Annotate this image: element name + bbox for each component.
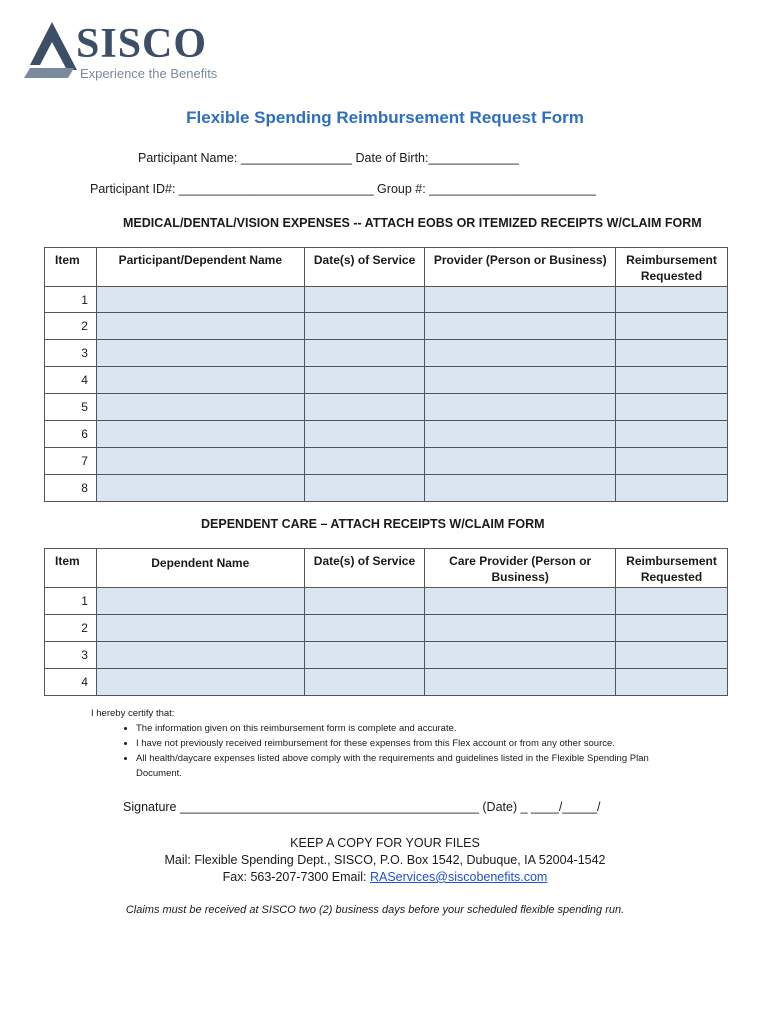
- amount-cell[interactable]: [616, 287, 728, 313]
- name-cell[interactable]: [96, 448, 304, 475]
- amount-cell[interactable]: [616, 588, 728, 615]
- col-header-reimbursement: Reimbursement Requested: [616, 549, 728, 588]
- dependent-section-heading: DEPENDENT CARE – ATTACH RECEIPTS W/CLAIM FORM: [201, 517, 545, 531]
- name-cell[interactable]: [96, 475, 304, 502]
- date-cell[interactable]: [304, 448, 425, 475]
- certification-item: • The information given on this reimbursement form is complete and accurate.: [136, 721, 691, 736]
- date-cell[interactable]: [304, 340, 425, 367]
- row-number: 8: [45, 475, 97, 502]
- row-number: 1: [45, 287, 97, 313]
- dependent-care-table: [44, 548, 728, 696]
- row-number: 4: [45, 669, 97, 696]
- row-number: 5: [45, 394, 97, 421]
- amount-cell[interactable]: [616, 394, 728, 421]
- name-cell[interactable]: [96, 642, 304, 669]
- row-number: 6: [45, 421, 97, 448]
- name-cell[interactable]: [96, 394, 304, 421]
- table-row: [45, 642, 728, 669]
- mail-address: Mail: Flexible Spending Dept., SISCO, P.O. Box 1542, Dubuque, IA 52004-1542: [164, 853, 606, 867]
- date-cell[interactable]: [304, 421, 425, 448]
- table-row: [45, 615, 728, 642]
- provider-cell[interactable]: [425, 615, 616, 642]
- name-cell[interactable]: [96, 588, 304, 615]
- signature-date-line[interactable]: Signature ___________________________________________ (Date) _ ____/_____/: [123, 800, 601, 814]
- form-title: Flexible Spending Reimbursement Request Form: [186, 108, 584, 127]
- name-cell[interactable]: [96, 313, 304, 340]
- certification-item: • All health/daycare expenses listed above comply with the requirements and guidelines listed in the Flexible Spending Plan Document.: [136, 751, 691, 781]
- row-number: 3: [45, 340, 97, 367]
- row-number: 3: [45, 642, 97, 669]
- submission-deadline-note: Claims must be received at SISCO two (2) business days before your scheduled flexible spending run.: [125, 904, 625, 916]
- name-cell[interactable]: [96, 421, 304, 448]
- table-row: [45, 340, 728, 367]
- table-header-row: [45, 549, 728, 588]
- amount-cell[interactable]: [616, 367, 728, 394]
- row-number: 2: [45, 313, 97, 340]
- amount-cell[interactable]: [616, 313, 728, 340]
- provider-cell[interactable]: [425, 394, 616, 421]
- certification-intro: I hereby certify that:: [91, 708, 175, 719]
- email-link[interactable]: RAServices@siscobenefits.com: [369, 870, 548, 884]
- participant-name-dob-line[interactable]: Participant Name: ________________ Date of Birth:_____________: [138, 151, 519, 165]
- certification-block: [91, 708, 691, 781]
- certification-item: • I have not previously received reimbursement for these expenses from this Flex account or from any other source.: [136, 736, 691, 751]
- col-header-dates: Date(s) of Service: [304, 549, 425, 588]
- provider-cell[interactable]: [425, 313, 616, 340]
- table-row: [45, 287, 728, 313]
- date-cell[interactable]: [304, 642, 425, 669]
- medical-expenses-table: [44, 247, 728, 502]
- medical-section-heading: MEDICAL/DENTAL/VISION EXPENSES -- ATTACH EOBS OR ITEMIZED RECEIPTS W/CLAIM FORM: [123, 216, 702, 230]
- row-number: 7: [45, 448, 97, 475]
- provider-cell[interactable]: [425, 287, 616, 313]
- provider-cell[interactable]: [425, 475, 616, 502]
- table-row: [45, 367, 728, 394]
- provider-cell[interactable]: [425, 367, 616, 394]
- table-header-row: [45, 248, 728, 287]
- name-cell[interactable]: [96, 367, 304, 394]
- table-row: [45, 313, 728, 340]
- col-header-provider: Provider (Person or Business): [425, 248, 616, 287]
- name-cell[interactable]: [96, 615, 304, 642]
- amount-cell[interactable]: [616, 475, 728, 502]
- logo-wordmark: SISCO: [76, 21, 208, 67]
- name-cell[interactable]: [96, 669, 304, 696]
- amount-cell[interactable]: [616, 421, 728, 448]
- amount-cell[interactable]: [616, 448, 728, 475]
- table-row: [45, 588, 728, 615]
- col-header-care-provider: Care Provider (Person or Business): [425, 549, 616, 588]
- fax-label: Fax: 563-207-7300 Email:: [222, 870, 370, 884]
- table-row: [45, 448, 728, 475]
- table-row: [45, 394, 728, 421]
- amount-cell[interactable]: [616, 642, 728, 669]
- name-cell[interactable]: [96, 340, 304, 367]
- row-number: 2: [45, 615, 97, 642]
- sisco-logo-mark: [22, 20, 82, 85]
- col-header-dates: Date(s) of Service: [304, 248, 425, 287]
- date-cell[interactable]: [304, 588, 425, 615]
- col-header-dependent-name: Dependent Name: [96, 549, 304, 588]
- fax-email-line: [0, 870, 770, 884]
- table-row: [45, 669, 728, 696]
- participant-id-group-line[interactable]: Participant ID#: ____________________________ Group #: ________________________: [90, 182, 597, 196]
- provider-cell[interactable]: [425, 448, 616, 475]
- amount-cell[interactable]: [616, 669, 728, 696]
- provider-cell[interactable]: [425, 642, 616, 669]
- col-header-item: Item: [45, 248, 97, 287]
- table-row: [45, 421, 728, 448]
- row-number: 4: [45, 367, 97, 394]
- date-cell[interactable]: [304, 287, 425, 313]
- date-cell[interactable]: [304, 615, 425, 642]
- amount-cell[interactable]: [616, 615, 728, 642]
- logo-tagline: Experience the Benefits: [80, 66, 218, 81]
- keep-copy-note: KEEP A COPY FOR YOUR FILES: [290, 836, 480, 850]
- table-row: [45, 475, 728, 502]
- col-header-name: Participant/Dependent Name: [96, 248, 304, 287]
- col-header-item: Item: [45, 549, 97, 588]
- date-cell[interactable]: [304, 394, 425, 421]
- row-number: 1: [45, 588, 97, 615]
- amount-cell[interactable]: [616, 340, 728, 367]
- provider-cell[interactable]: [425, 340, 616, 367]
- date-cell[interactable]: [304, 475, 425, 502]
- col-header-reimbursement: Reimbursement Requested: [616, 248, 728, 287]
- provider-cell[interactable]: [425, 421, 616, 448]
- date-cell[interactable]: [304, 313, 425, 340]
- date-cell[interactable]: [304, 669, 425, 696]
- provider-cell[interactable]: [425, 669, 616, 696]
- name-cell[interactable]: [96, 287, 304, 313]
- provider-cell[interactable]: [425, 588, 616, 615]
- date-cell[interactable]: [304, 367, 425, 394]
